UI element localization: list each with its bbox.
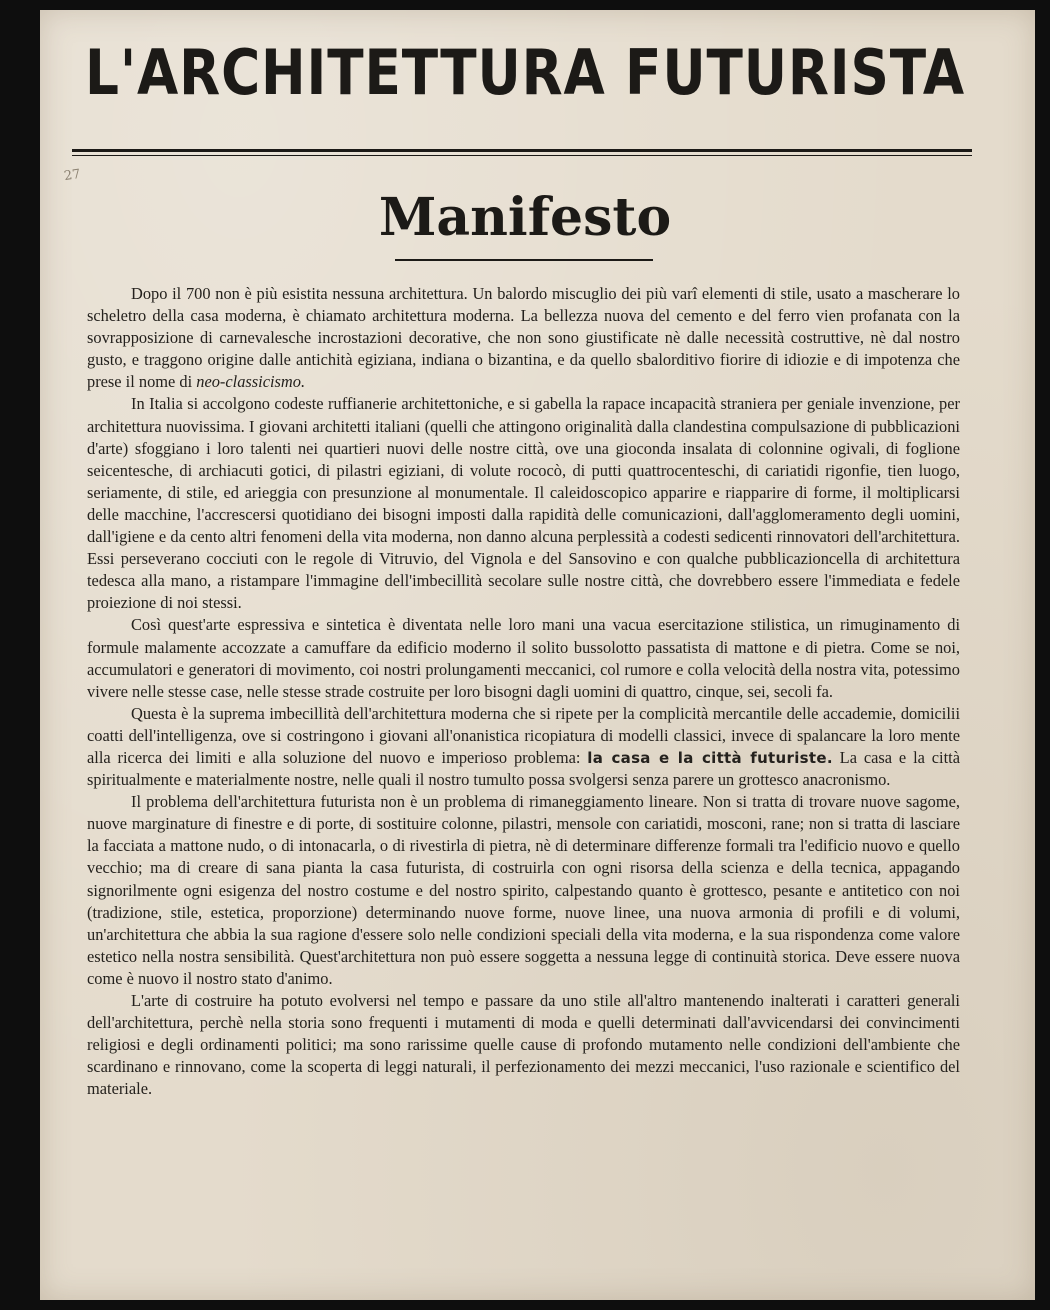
paragraph-1-text: Dopo il 700 non è più esistita nessuna architettura. Un balordo miscuglio dei più varî elementi di stile, usato a mascherare lo scheletro della casa moderna, è chiamato architettura moderna. La bellezza nuova del cemento e del ferro vien profanata con la sovrapposizione di carnevalesche incrostazioni decorative, che non sono giustificate nè dalle necessità costruttive, nè dal nostro gusto, e traggono origine dalle antichità egiziana, indiana o bizantina, e da quello sbalorditivo fiorire di idiozie e di impotenza che prese il nome di <box>87 284 960 392</box>
title-rule-thin <box>72 155 972 156</box>
paragraph-5: Il problema dell'architettura futurista non è un problema di rimaneggiamento lineare. Non si tratta di trovare nuove sagome, nuove marginature di finestre e di porte, di sostituire colonne, pilastri, mensole con cariatidi, mosconi, rane; non si tratta di lasciare la facciata a mattone nudo, o di intonacarla, o di rivestirla di pietra, nè di determinare differenze formali tra l'edificio nuovo e quello vecchio; ma di creare di sana pianta la casa futurista, di costruirla con ogni risorsa della scienza e della tecnica, appagando signorilmente ogni esigenza del nostro costume e del nostro spirito, calpestando quanto è grottesco, pesante e antitetico con noi (tradizione, stile, estetica, proporzione) determinando nuove forme, nuove linee, una nuova armonia di profili e di volumi, un'architettura che abbia la sua ragione d'essere solo nelle condizioni speciali della vita moderna, e la sua rispondenza come valore estetico nella nostra sensibilità. Quest'architettura non può essere soggetta a nessuna legge di continuità storica. Deve essere nuova come è nuovo il nostro stato d'animo. <box>87 792 960 988</box>
page-title: L'ARCHITETTURA FUTURISTA <box>85 36 965 109</box>
paragraph-4-text-b: La casa e la città spiritualmente e materialmente nostre, nelle quali il nostro tumulto possa svolgersi senza parere un grottesco anacronismo. <box>87 747 960 790</box>
handwritten-note: 27 <box>63 166 82 185</box>
subtitle: Manifesto <box>378 187 672 248</box>
paragraph-6: L'arte di costruire ha potuto evolversi nel tempo e passare da uno stile all'altro mantenendo inalterati i caratteri generali dell'architettura, perchè nella storia sono frequenti i mutamenti di moda e quelli determinati dall'avvicendarsi dei convincimenti religiosi e degli ordinamenti politici; ma sono rarissime quelle cause di profondo mutamento nelle condizioni dell'ambiente che scardinano e rinnovano, come la scoperta di leggi naturali, il perfezionamento dei mezzi meccanici, l'uso razionale e scientifico del materiale. <box>87 991 960 1099</box>
manifesto-body <box>87 283 960 1100</box>
paragraph-4 <box>87 703 960 791</box>
paragraph-1 <box>87 283 960 393</box>
paragraph-4-bold: la casa e la città futuriste. <box>587 748 833 767</box>
paragraph-2: In Italia si accolgono codeste ruffianerie architettoniche, e si gabella la rapace incapacità straniera per geniale invenzione, per architettura nuovissima. I giovani architetti italiani (quelli che attingono originalità dalla clandestina compulsazione di pubblicazioni d'arte) sfoggiano i loro talenti nei quartieri nuovi delle nostre città, ove una gioconda insalata di colonnine ogivali, di foglione seicentesche, di archiacuti gotici, di pilastri egiziani, di volute rococò, di putti quattrocenteschi, di cariatidi rigonfie, tien luogo, seriamente, di stile, ed arieggia con presunzione al monumentale. Il caleidoscopico apparire e riapparire di forme, il moltiplicarsi delle macchine, l'accrescersi quotidiano dei bisogni imposti dalla rapidità delle comunicazioni, dall'agglomeramento degli uomini, dall'igiene e da cento altri fenomeni della vita moderna, non danno alcuna perplessità a codesti sedicenti rinnovatori dell'architettura. Essi perseverano cocciuti con le regole di Vitruvio, del Vignola e del Sansovino e con qualche pubblicazioncella di architettura tedesca alla mano, a ristampare l'immagine dell'imbecillità secolare sulle nostre città, che dovrebbero essere l'immediata e fedele proiezione di noi stessi. <box>87 394 960 613</box>
title-rule-thick <box>72 149 972 152</box>
paragraph-1-italic: neo-classicismo. <box>196 372 306 392</box>
paragraph-4-text-a: Questa è la suprema imbecillità dell'architettura moderna che si ripete per la complicità mercantile delle accademie, domicilii coatti dell'intelligenza, ove si costringono i giovani all'onanistica ricopiatura di modelli classici, invece di spalancare la loro mente alla ricerca dei limiti e alla soluzione del nuovo e imperioso problema: <box>87 703 960 767</box>
paragraph-3: Così quest'arte espressiva e sintetica è diventata nelle loro mani una vacua esercitazione stilistica, un rimuginamento di formule malamente accozzate a camuffare da edificio moderno il solito bussolotto passatista di mattone e di pietra. Come se noi, accumulatori e generatori di movimento, coi nostri prolungamenti meccanici, col rumore e colla velocità della nostra vita, potessimo vivere nelle stesse case, nelle stesse strade costruite per loro bisogni dagli uomini di quattro, cinque, sei, secoli fa. <box>87 615 960 701</box>
subtitle-rule <box>395 259 653 261</box>
